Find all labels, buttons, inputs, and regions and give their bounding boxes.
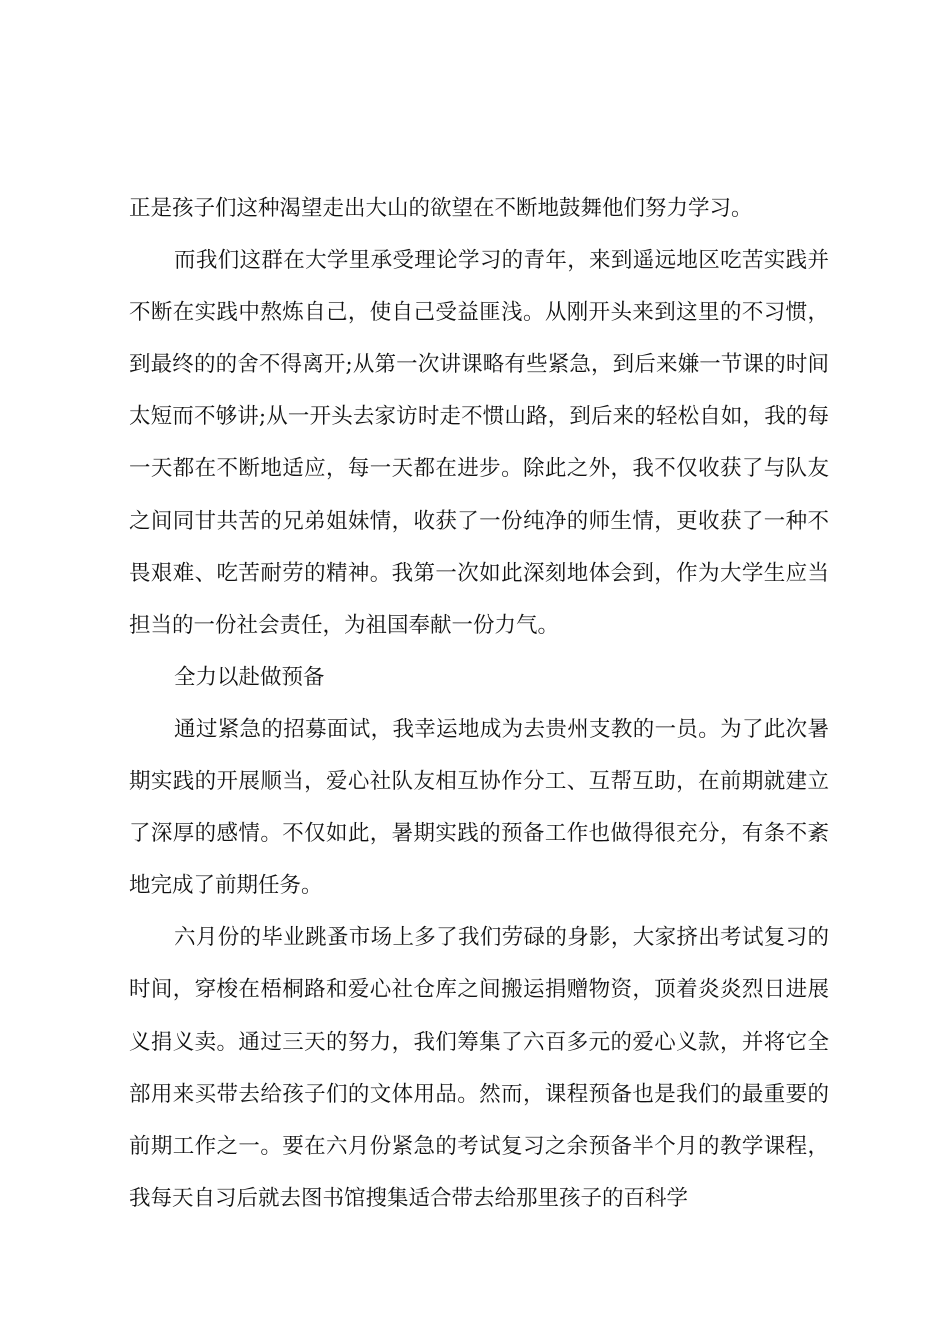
- paragraph-4: 六月份的毕业跳蚤市场上多了我们劳碌的身影，大家挤出考试复习的时间，穿梭在梧桐路和爱心社仓库之间搬运捐赠物资，顶着炎炎烈日进展义捐义卖。通过三天的努力，我们筹集了六百多元的爱心义款，并将它全部用来买带去给孩子们的文体用品。然而，课程预备也是我们的最重要的前期工作之一。要在六月份紧急的考试复习之余预备半个月的教学课程，我每天自习后就去图书馆搜集适合带去给那里孩子的百科学: [129, 925, 829, 1211]
- paragraph-1: 正是孩子们这种渴望走出大山的欲望在不断地鼓舞他们努力学习。: [129, 196, 753, 221]
- paragraph-2: 而我们这群在大学里承受理论学习的青年，来到遥远地区吃苦实践并不断在实践中熬炼自己，使自己受益匪浅。从刚开头来到这里的不习惯，到最终的的舍不得离开;从第一次讲课略有些紧急，到后来嫌一节课的时间太短而不够讲;从一开头去家访时走不惯山路，到后来的轻松自如，我的每一天都在不断地适应，每一天都在进步。除此之外，我不仅收获了与队友之间同甘共苦的兄弟姐妹情，收获了一份纯净的师生情，更收获了一种不畏艰难、吃苦耐劳的精神。我第一次如此深刻地体会到，作为大学生应当担当的一份社会责任，为祖国奉献一份力气。: [129, 248, 829, 638]
- body-text: [129, 183, 829, 1225]
- paragraph-3: 通过紧急的招募面试，我幸运地成为去贵州支教的一员。为了此次暑期实践的开展顺当，爱心社队友相互协作分工、互帮互助，在前期就建立了深厚的感情。不仅如此，暑期实践的预备工作也做得很充分，有条不紊地完成了前期任务。: [129, 716, 829, 899]
- section-heading: 全力以赴做预备: [174, 664, 325, 690]
